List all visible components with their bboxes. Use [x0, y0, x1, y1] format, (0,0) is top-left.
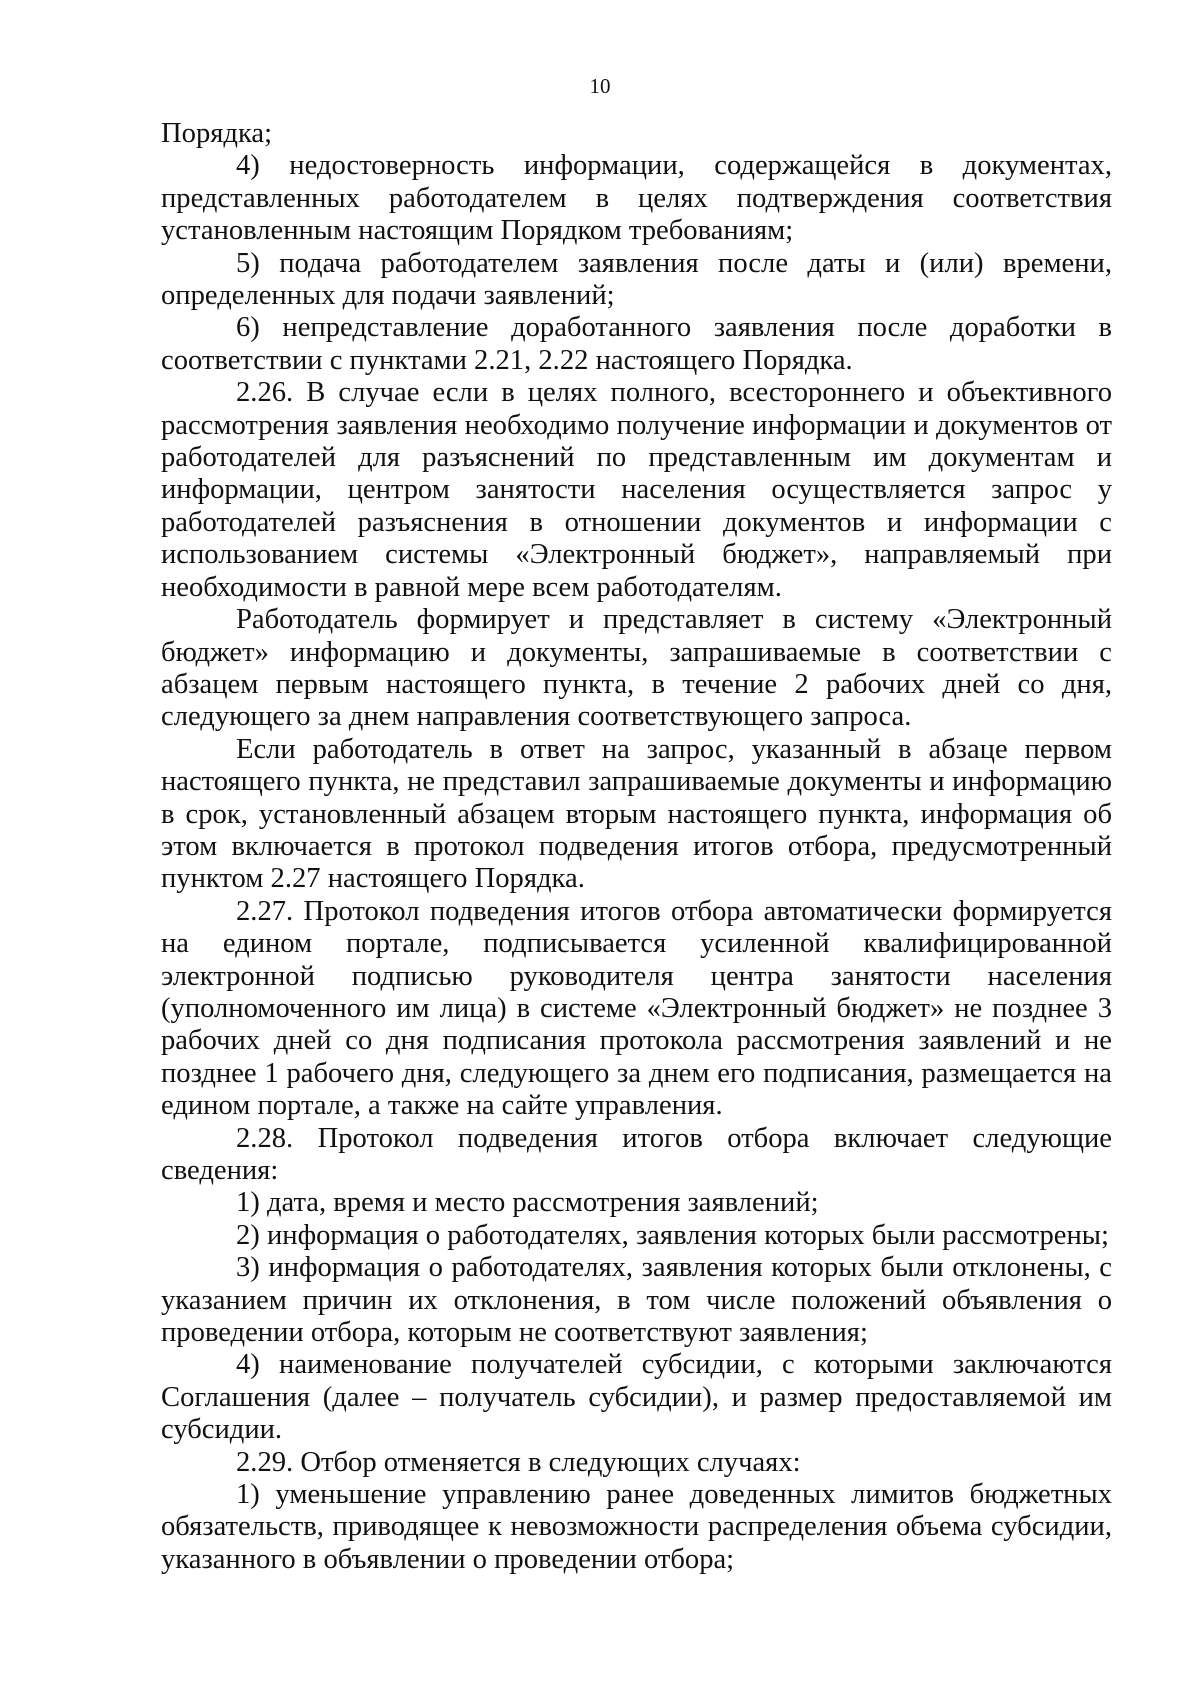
- page-number: 10: [589, 74, 611, 98]
- document-body: [161, 118, 1112, 1576]
- clause-2-29: 2.29. Отбор отменяется в следующих случаях:: [236, 1446, 801, 1478]
- list-item-5: 5) подача работодателем заявления после даты и (или) времени, определенных для подачи заявлений;: [161, 247, 1112, 312]
- clause-2-28: 2.28. Протокол подведения итогов отбора включает следующие сведения:: [161, 1122, 1112, 1186]
- paragraph: Работодатель формирует и представляет в систему «Электронный бюджет» информацию и документы, запрашиваемые в соответствии с абзацем первым настоящего пункта, в течение 2 рабочих дней со дня, следующего за днем направления соответствующего запроса.: [161, 604, 1112, 733]
- list-item-1: 1) дата, время и место рассмотрения заявлений;: [236, 1187, 819, 1219]
- paragraph: Если работодатель в ответ на запрос, указанный в абзаце первом настоящего пункта, не представил запрашиваемые документы и информацию в срок, установленный абзацем вторым настоящего пункта, информация об этом включается в протокол подведения итогов отбора, предусмотренный пунктом 2.27 настоящего Порядка.: [161, 733, 1112, 895]
- paragraph-continuation: Порядка;: [161, 118, 273, 149]
- clause-2-26: 2.26. В случае если в целях полного, всестороннего и объективного рассмотрения заявления необходимо получение информации и документов от работодателей для разъяснений по представленным им документам и информации, центром занятости населения осуществляется запрос у работодателей разъяснения в отношении документов и информации с использованием системы «Электронный бюджет», направляемый при необходимости в равной мере всем работодателям.: [161, 377, 1112, 603]
- list-item-4: 4) наименование получателей субсидии, с которыми заключаются Соглашения (далее – получатель субсидии), и размер предоставляемой им субсидии.: [161, 1349, 1112, 1446]
- list-item-3: 3) информация о работодателях, заявления которых были отклонены, с указанием причин их отклонения, в том числе положений объявления о проведении отбора, которым не соответствуют заявления;: [161, 1252, 1112, 1349]
- list-item-6: 6) непредставление доработанного заявления после доработки в соответствии с пунктами 2.21, 2.22 настоящего Порядка.: [161, 312, 1112, 376]
- list-item-2: 2) информация о работодателях, заявления которых были рассмотрены;: [236, 1219, 1109, 1251]
- list-item-4: 4) недостоверность информации, содержащейся в документах, представленных работодателем в целях подтверждения соответствия установленным настоящим Порядком требованиям;: [161, 150, 1112, 247]
- clause-2-27: 2.27. Протокол подведения итогов отбора автоматически формируется на едином портале, подписывается усиленной квалифицированной электронной подписью руководителя центра занятости населения (уполномоченного им лица) в системе «Электронный бюджет» не позднее 3 рабочих дней со дня подписания протокола рассмотрения заявлений и не позднее 1 рабочего дня, следующего за днем его подписания, размещается на едином портале, а также на сайте управления.: [161, 895, 1112, 1122]
- list-item-1: 1) уменьшение управлению ранее доведенных лимитов бюджетных обязательств, приводящее к невозможности распределения объема субсидии, указанного в объявлении о проведении отбора;: [161, 1479, 1112, 1575]
